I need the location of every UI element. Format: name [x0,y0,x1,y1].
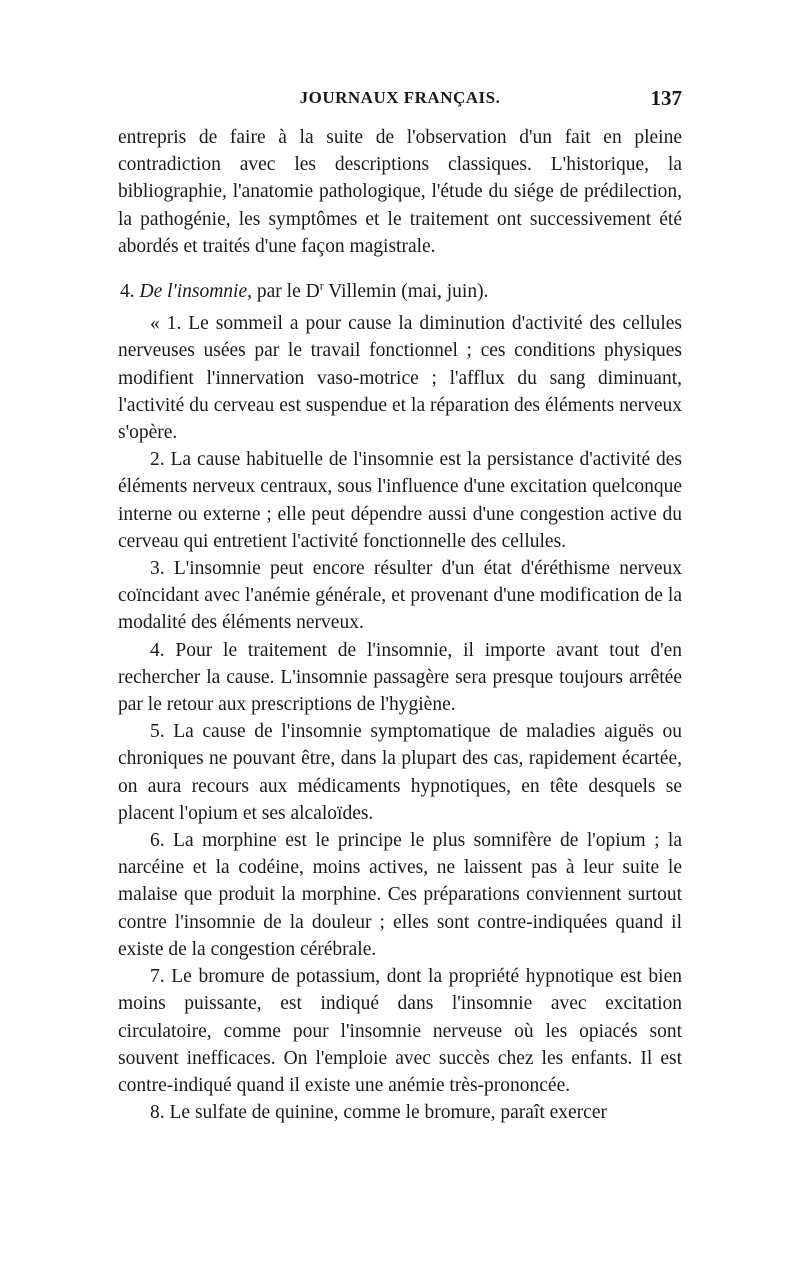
numbered-paragraph: 6. La morphine est le principe le plus somnifère de l'opium ; la narcéine et la codéine, moins actives, ne laissent pas à leur suite le malaise que produit la morphine. Ces préparations conviennent surtout contre l'insomnie de la douleur ; elles sont contre-indiquées quand il existe de la congestion cérébrale. [118,830,682,960]
section-author-rest: Villemin (mai, juin). [328,281,489,303]
numbered-paragraph: 5. La cause de l'insomnie symptomatique de maladies aiguës ou chroniques ne pouvant être, dans la plupart des cas, rapidement écartée, on aura recours aux médicaments hypnotiques, en tête desquels se placent l'opium et ses alcaloïdes. [118,721,682,824]
section-title: De l'insomnie, [139,281,252,303]
numbered-paragraph: 7. Le bromure de potassium, dont la propriété hypnotique est bien moins puissante, est indiqué dans l'insomnie avec excitation circulatoire, comme pour l'insomnie nerveuse où les opiacés sont souvent inefficaces. On l'emploie avec succès chez les enfants. Il est contre-indiqué quand il existe une anémie très-prononcée. [118,966,682,1096]
numbered-paragraph: 3. L'insomnie peut encore résulter d'un état d'éréthisme nerveux coïncidant avec l'anémie générale, et provenant d'une modification de la modalité des éléments nerveux. [118,558,682,634]
numbered-paragraph: 4. Pour le traitement de l'insomnie, il importe avant tout d'en rechercher la cause. L'insomnie passagère sera presque toujours arrêtée par le retour aux prescriptions de l'hygiène. [118,639,682,716]
intro-paragraph: entrepris de faire à la suite de l'observation d'un fait en pleine contradiction avec les descriptions classiques. L'historique, la bibliographie, l'anatomie pathologique, l'étude du siége de prédilection, la pathogénie, les symptômes et le traitement ont successivement été abordés et traités d'une façon magistrale. [118,127,682,257]
section-author-sup: r [319,278,324,293]
running-header [118,88,682,118]
page-number: 137 [650,86,682,110]
section-heading [118,278,682,305]
numbered-paragraph: 2. La cause habituelle de l'insomnie est la persistance d'activité des éléments nerveux centraux, sous l'influence d'une excitation quelconque interne ou externe ; elle peut dépendre aussi d'une congestion active du cerveau qui entretient l'activité fonctionnelle des cellules. [118,449,682,552]
page-body [118,124,682,1126]
section-author-prefix: par le D [256,281,320,303]
section-number: 4. [120,281,135,303]
running-title: JOURNAUX FRANÇAIS. [299,88,501,107]
numbered-paragraph: « 1. Le sommeil a pour cause la diminution d'activité des cellules nerveuses usées par le travail fonctionnel ; ces conditions physiques modifient l'innervation vaso-motrice ; l'afflux du sang diminuant, l'activité du cerveau est suspendue et la réparation des éléments nerveux s'opère. [118,313,682,444]
numbered-paragraph: 8. Le sulfate de quinine, comme le bromure, paraît exercer [150,1102,607,1124]
